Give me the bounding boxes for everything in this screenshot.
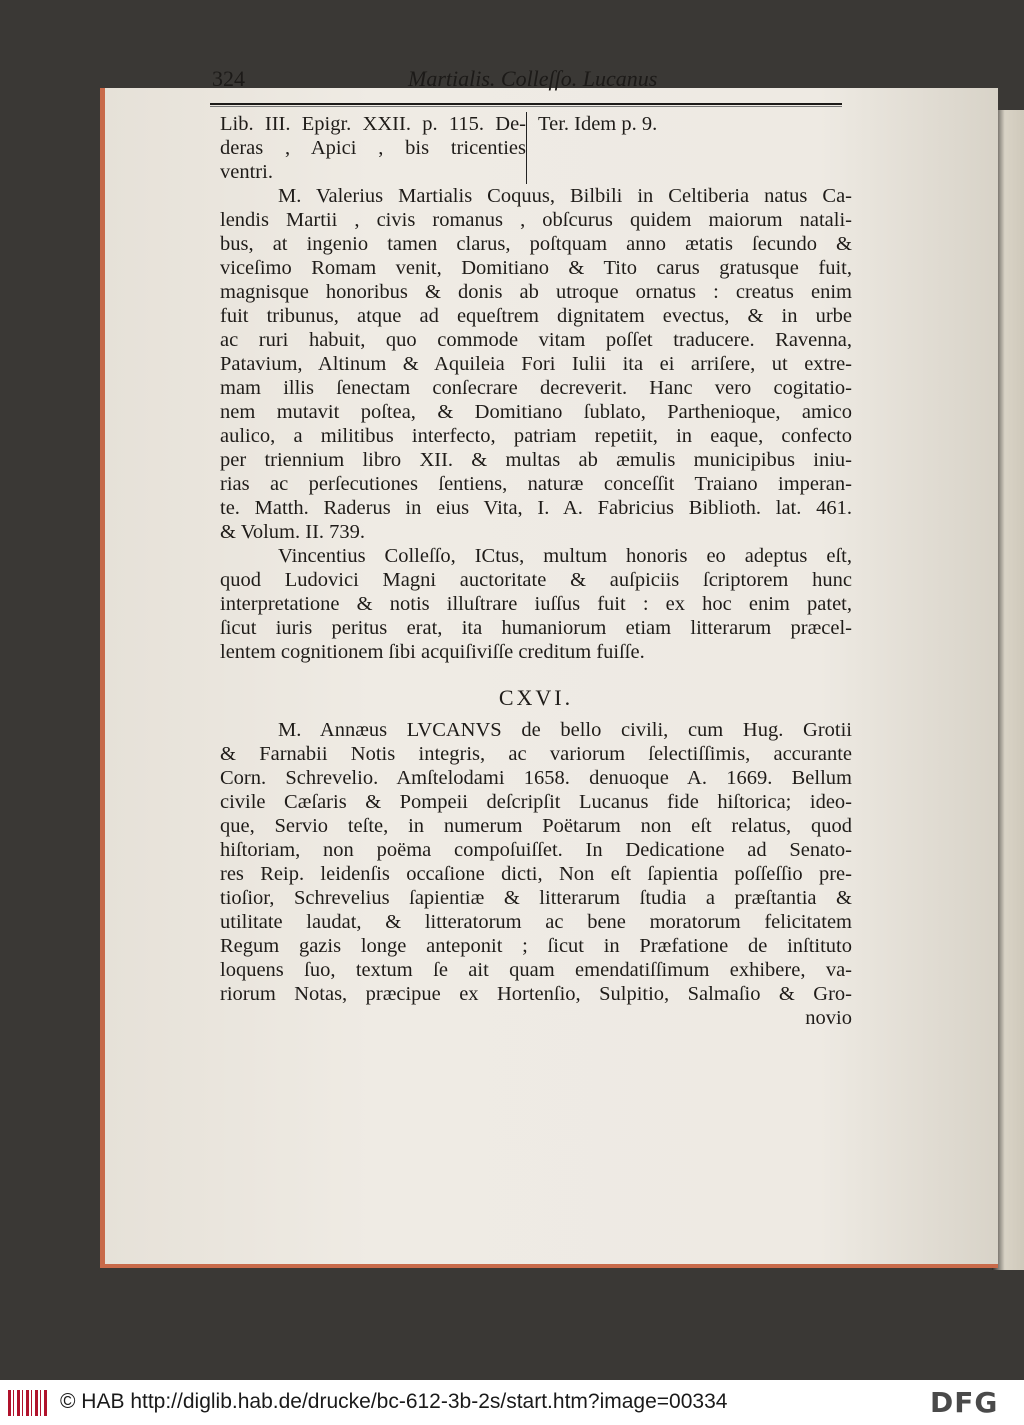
- text-line: utilitate laudat, & litteratorum ac bene moratorum felicitatem: [220, 911, 852, 933]
- dfg-logo: DFG: [930, 1386, 999, 1419]
- body-text: [220, 112, 852, 1030]
- text-line: interpretatione & notis illuſtrare iuſſus fuit : ex hoc enim patet,: [220, 593, 852, 615]
- text-line: Patavium, Altinum & Aquileia Fori Iulii ita ei arriſere, ut extre-: [220, 353, 852, 375]
- text-line: loquens ſuo, textum ſe ait quam emendatiſſimum exhibere, va-: [220, 959, 852, 981]
- text-line: mam illis ſenectam conſecrare decreverit. Hanc vero cogitatio-: [220, 377, 852, 399]
- text-line: tioſior, Schrevelius ſapientiæ & litterarum ſtudia a præſtantia &: [220, 887, 852, 909]
- text-line: M. Valerius Martialis Coquus, Bilbili in Celtiberia natus Ca-: [278, 185, 852, 207]
- text-line: lendis Martii , civis romanus , obſcurus quidem maiorum natali-: [220, 209, 852, 231]
- text-line: M. Annæus LVCANVS de bello civili, cum Hug. Grotii: [278, 719, 852, 741]
- text-line: ſicut iuris peritus erat, ita humaniorum etiam litterarum præcel-: [220, 617, 852, 639]
- text-line: quod Ludovici Magni auctoritate & auſpiciis ſcriptorem hunc: [220, 569, 852, 591]
- citation-line: Lib. III. Epigr. XXII. p. 115. De-: [220, 113, 526, 135]
- citation-left: [220, 112, 527, 184]
- text-line: Corn. Schrevelio. Amſtelodami 1658. denuoque A. 1669. Bellum: [220, 767, 852, 789]
- paragraph-collesso: [220, 544, 852, 664]
- text-line: ac ruri habuit, quo commode vitam poſſet traducere. Ravenna,: [220, 329, 852, 351]
- section-title: CXVI.: [498, 685, 574, 710]
- text-line: hiſtoriam, non poëma compoſuiſſet. In Dedicatione ad Senato-: [220, 839, 852, 861]
- footer-credit[interactable]: © HAB http://diglib.hab.de/drucke/bc-612-3b-2s/start.htm?image=00334: [60, 1390, 728, 1413]
- text-line: Vincentius Colleſſo, ICtus, multum honoris eo adeptus eſt,: [278, 545, 852, 567]
- page-number: 324: [212, 66, 245, 91]
- text-line: per triennium libro XII. & multas ab æmulis municipibus iniu-: [220, 449, 852, 471]
- catchword: novio: [805, 1007, 852, 1029]
- page-header: [212, 66, 840, 96]
- citation-line: ventri.: [220, 161, 273, 183]
- text-line: riorum Notas, præcipue ex Hortenſio, Sulpitio, Salmaſio & Gro-: [220, 983, 852, 1005]
- text-line: lentem cognitionem ſibi acquiſiviſſe creditum fuiſſe.: [220, 641, 645, 663]
- citation-row: [220, 112, 852, 184]
- text-line: aulico, a militibus interfecto, patriam repetiit, in eaque, confecto: [220, 425, 852, 447]
- text-line: bus, at ingenio tamen clarus, poſtquam anno ætatis ſecundo &: [220, 233, 852, 255]
- viewer-footer: [0, 1380, 1024, 1425]
- text-line: que, Servio teſte, in numerum Poëtarum non eſt relatus, quod: [220, 815, 852, 837]
- text-line: nem mutavit poſtea, & Domitiano ſublato, Parthenioque, amico: [220, 401, 852, 423]
- running-head: Martialis. Colleſſo. Lucanus: [408, 66, 658, 91]
- text-line: te. Matth. Raderus in eius Vita, I. A. Fabricius Biblioth. lat. 461.: [220, 497, 852, 519]
- text-line: & Farnabii Notis integris, ac variorum ſelectiſſimis, accurante: [220, 743, 852, 765]
- citation-line: deras , Apici , bis tricenties: [220, 137, 526, 159]
- text-line: rias ac perſecutiones ſentiens, naturæ conceſſit Traiano imperan-: [220, 473, 852, 495]
- citation-right: Ter. Idem p. 9.: [538, 113, 658, 135]
- barcode-icon: [8, 1390, 48, 1416]
- paragraph-lucanus: [220, 718, 852, 1006]
- text-line: magnisque honoribus & donis ab utroque ornatus : creatus enim: [220, 281, 852, 303]
- header-rule-thin: [210, 106, 842, 107]
- paragraph-martialis: [220, 184, 852, 544]
- text-line: viceſimo Romam venit, Domitiano & Tito carus gratusque fuit,: [220, 257, 852, 279]
- text-line: Regum gazis longe anteponit ; ſicut in Præfatione de inſtituto: [220, 935, 852, 957]
- text-line: & Volum. II. 739.: [220, 521, 366, 543]
- text-line: fuit tribunus, atque ad equeſtrem dignitatem evectus, & in urbe: [220, 305, 852, 327]
- text-line: res Reip. leidenſis occaſione dicti, Non eſt ſapientia poſſeſſio pre-: [220, 863, 852, 885]
- header-rule: [210, 103, 842, 105]
- text-line: civile Cæſaris & Pompeii deſcripſit Lucanus fide hiſtorica; ideo-: [220, 791, 852, 813]
